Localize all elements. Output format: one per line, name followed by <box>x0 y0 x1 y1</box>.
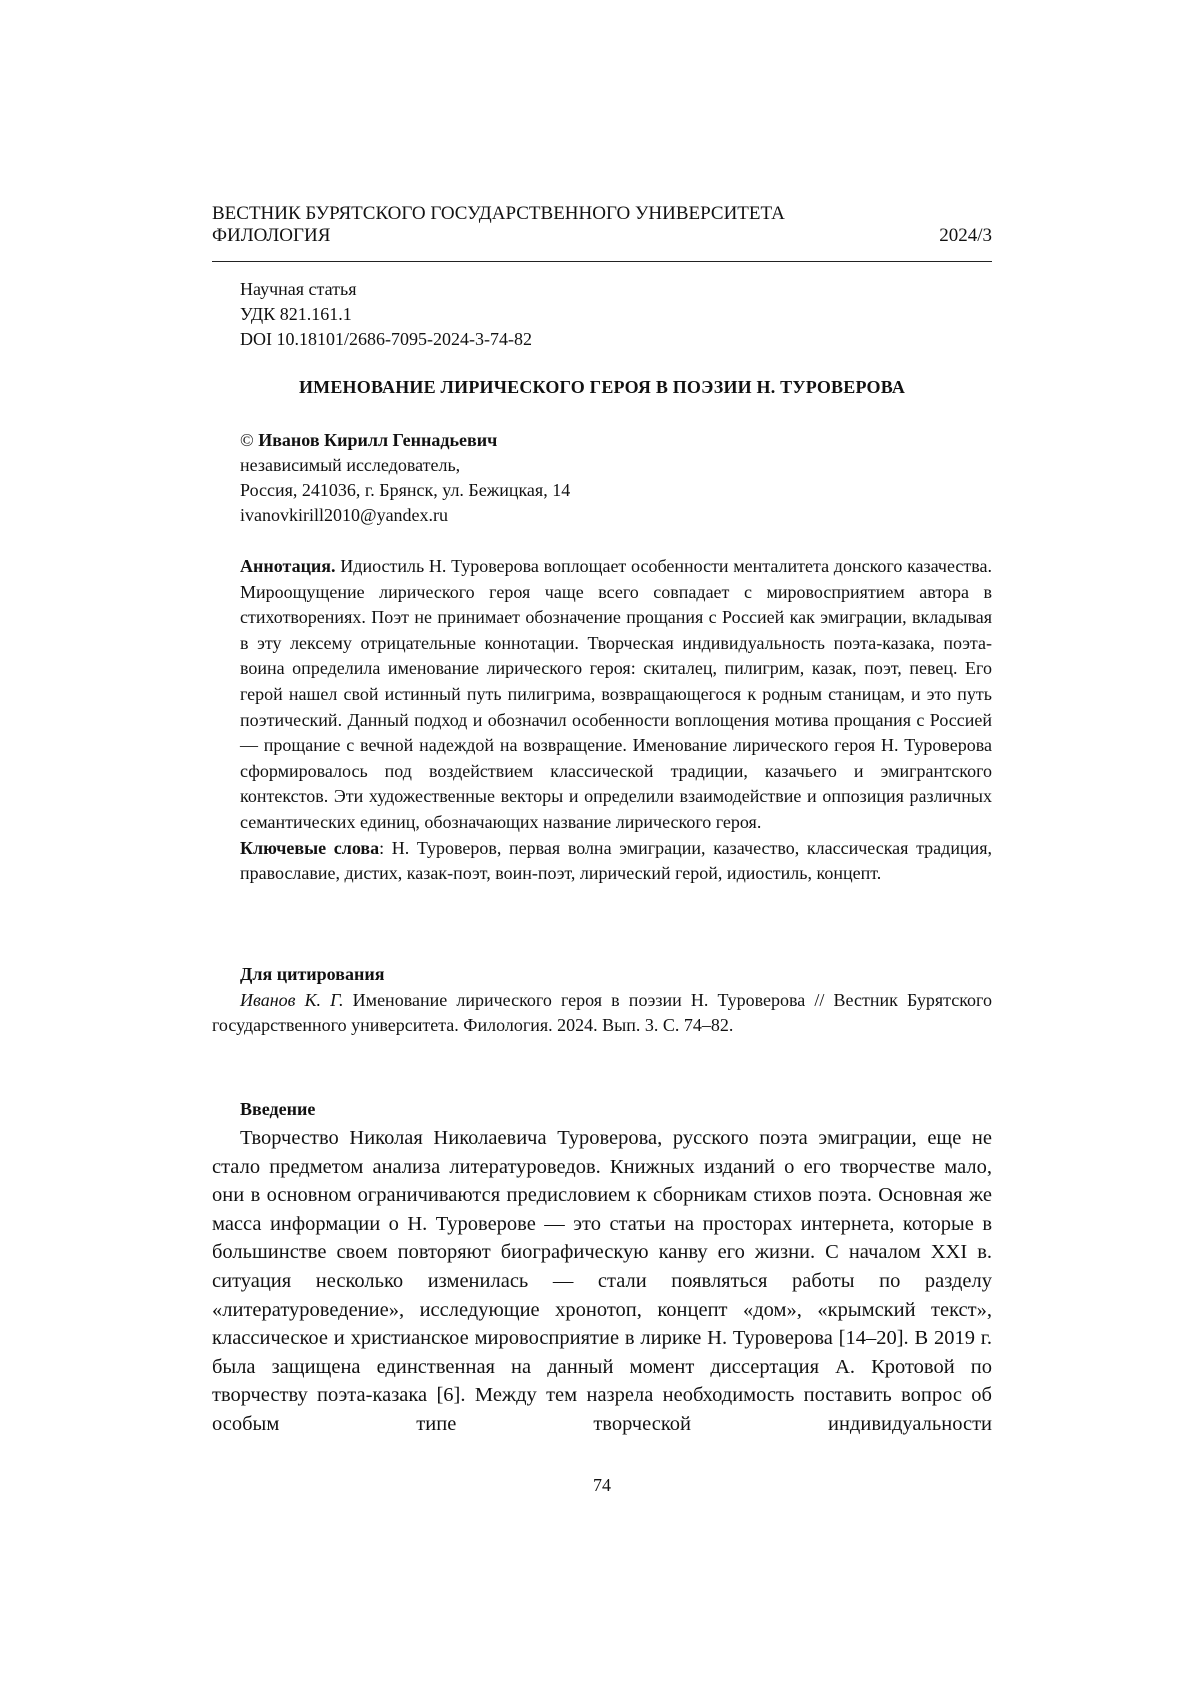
journal-series-line <box>212 225 992 247</box>
introduction-heading: Введение <box>240 1099 316 1119</box>
article-meta <box>240 277 532 352</box>
abstract-text: Идиостиль Н. Туроверова воплощает особенности менталитета донского казачества. Мироощущение лирического героя чаще всего совпадает с мировосприятием автора в стихотворениях. Поэт не принимает обозначение прощания с Россией как эмиграции, вкладывая в эту лексему отрицательные коннотации. Творческая индивидуальность поэта-казака, поэта-воина определила именование лирического героя: скиталец, пилигрим, казак, поэт, певец. Его герой нашел свой истинный путь пилигрима, возвращающегося к родным станицам, и это путь поэтический. Данный подход и обозначил особенности воплощения мотива прощания с Россией — прощание с вечной надеждой на возвращение. Именование лирического героя Н. Туроверова сформировалось под воздействием классической традиции, казачьего и эмигрантского контекстов. Эти художественные векторы и определили взаимодействие и оппозиция различных семантических единиц, обозначающих название лирического героя. <box>240 556 993 832</box>
keywords-paragraph <box>240 836 992 887</box>
article-title: ИМЕНОВАНИЕ ЛИРИЧЕСКОГО ГЕРОЯ В ПОЭЗИИ Н. ТУРОВЕРОВА <box>298 377 906 397</box>
citation-heading: Для цитирования <box>240 964 385 984</box>
journal-issue: 2024/3 <box>939 225 992 246</box>
author-address: Россия, 241036, г. Брянск, ул. Бежицкая, 14 <box>240 480 571 500</box>
abstract-label: Аннотация. <box>240 556 336 576</box>
introduction-section <box>212 1097 992 1439</box>
citation-author: Иванов К. Г. <box>240 989 344 1010</box>
author-name-line <box>240 428 570 453</box>
page <box>212 0 992 1697</box>
citation-block <box>212 962 992 1039</box>
journal-series: ФИЛОЛОГИЯ <box>212 225 331 246</box>
page-number: 74 <box>593 1475 611 1495</box>
author-block <box>240 428 570 528</box>
introduction-text: Творчество Николая Николаевича Туроверова, русского поэта эмиграции, еще не стало предметом анализа литературоведов. Книжных изданий о его творчестве мало, они в основном ограничиваются предисловием к сборникам стихов поэта. Основная же масса информации о Н. Туроверове — это статьи на просторах интернета, которые в большинстве своем повторяют биографическую канву его жизни. С началом XXI в. ситуация несколько изменилась — стали появляться работы по разделу «литературоведение», исследующие хронотоп, концепт «дом», «крымский текст», классическое и христианское мировосприятие в лирике Н. Туроверова [14–20]. В 2019 г. была защищена единственная на данный момент диссертация А. Кротовой по творчеству поэта-казака [6]. Между тем назрела необходимость поставить вопрос об особым типе творческой индивидуальности <box>212 1127 992 1435</box>
keywords-label: Ключевые слова <box>240 837 380 858</box>
author-email: ivanovkirill2010@yandex.ru <box>240 505 449 525</box>
copyright-sign: © <box>240 430 254 450</box>
abstract <box>240 554 992 887</box>
abstract-paragraph <box>240 554 992 836</box>
author-name: Иванов Кирилл Геннадьевич <box>258 430 498 450</box>
journal-header <box>212 203 992 247</box>
citation-text <box>212 988 992 1039</box>
journal-title-line <box>212 203 992 225</box>
journal-title: ВЕСТНИК БУРЯТСКОГО ГОСУДАРСТВЕННОГО УНИВЕРСИТЕТА <box>212 203 785 224</box>
article-type: Научная статья <box>240 279 357 299</box>
doi: DOI 10.18101/2686-7095-2024-3-74-82 <box>240 329 532 349</box>
author-position: независимый исследователь, <box>240 455 461 475</box>
header-divider <box>212 261 992 262</box>
keywords-text: : Н. Туроверов, первая волна эмиграции, казачество, классическая традиция, православие, дистих, казак-поэт, воин-поэт, лирический герой, идиостиль, концепт. <box>240 837 992 884</box>
udc-code: УДК 821.161.1 <box>240 304 352 324</box>
citation-reference: Именование лирического героя в поэзии Н. Туроверова // Вестник Бурятского государственного университета. Филология. 2024. Вып. 3. С. 74–82. <box>212 989 992 1036</box>
